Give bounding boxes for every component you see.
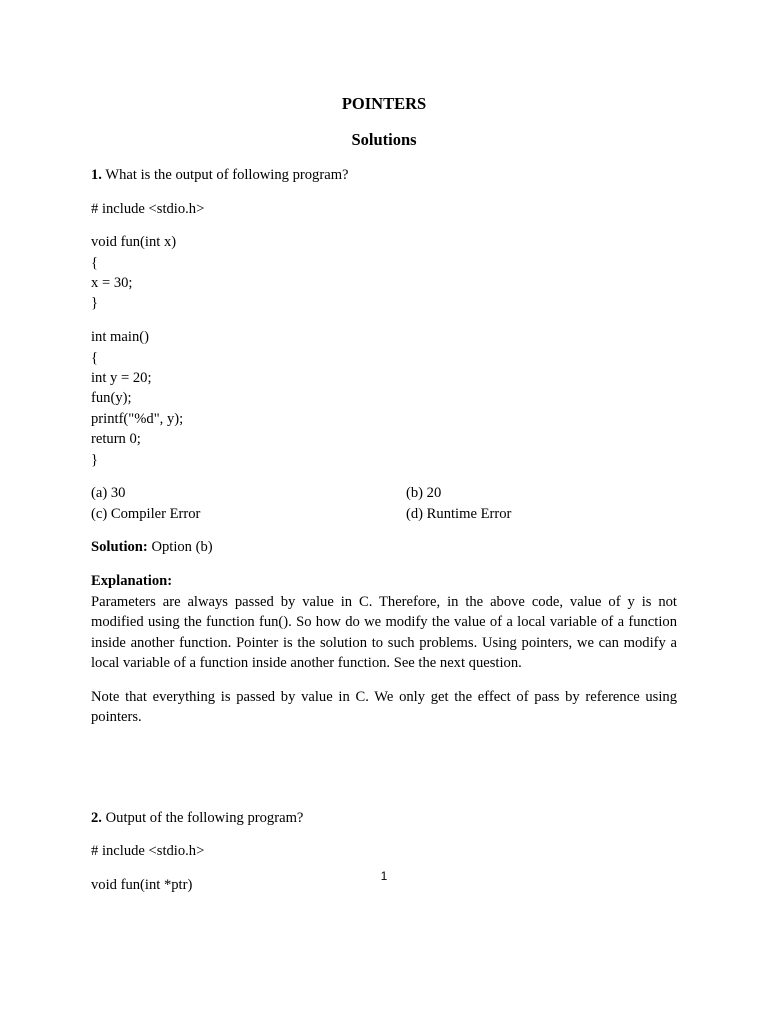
option-d: (d) Runtime Error xyxy=(406,506,512,522)
page-number: 1 xyxy=(380,869,388,883)
code-line: x = 30; xyxy=(91,275,133,291)
code-line: } xyxy=(91,295,99,311)
option-c: (c) Compiler Error xyxy=(91,506,201,522)
code-line: { xyxy=(91,350,99,366)
question-text: What is the output of following program? xyxy=(105,167,349,183)
solution-value: Option (b) xyxy=(151,539,213,555)
code-include: # include <stdio.h> xyxy=(91,843,205,859)
code-line: return 0; xyxy=(91,431,141,447)
question-text: Output of the following program? xyxy=(105,810,304,826)
code-line: int main() xyxy=(91,329,149,345)
code-line: void fun(int *ptr) xyxy=(91,877,193,893)
note-text: Note that everything is passed by value in C. We only get the effect of pass by reference using pointers. xyxy=(91,689,677,726)
solution xyxy=(91,538,213,556)
code-line: fun(y); xyxy=(91,390,132,406)
explanation-label: Explanation: xyxy=(91,573,173,589)
question-1 xyxy=(91,166,349,184)
option-a: (a) 30 xyxy=(91,485,126,501)
explanation-text: Parameters are always passed by value in C. Therefore, in the above code, value of y is not modified using the function fun(). So how do we modify the value of a local variable of a function inside another function. Pointer is the solution to such problems. Using pointers, we can modify a local variable of a function inside another function. See the next question. xyxy=(91,594,677,671)
question-number: 1. xyxy=(91,167,102,183)
question-2 xyxy=(91,809,303,827)
code-line: int y = 20; xyxy=(91,370,152,386)
question-number: 2. xyxy=(91,810,102,826)
code-include: # include <stdio.h> xyxy=(91,201,205,217)
code-line: printf("%d", y); xyxy=(91,411,184,427)
option-b: (b) 20 xyxy=(406,485,442,501)
solution-label: Solution: xyxy=(91,539,148,555)
code-line: void fun(int x) xyxy=(91,234,177,250)
code-line: { xyxy=(91,255,99,271)
page-subtitle: Solutions xyxy=(351,130,417,149)
code-line: } xyxy=(91,452,99,468)
page-title: POINTERS xyxy=(341,94,427,113)
